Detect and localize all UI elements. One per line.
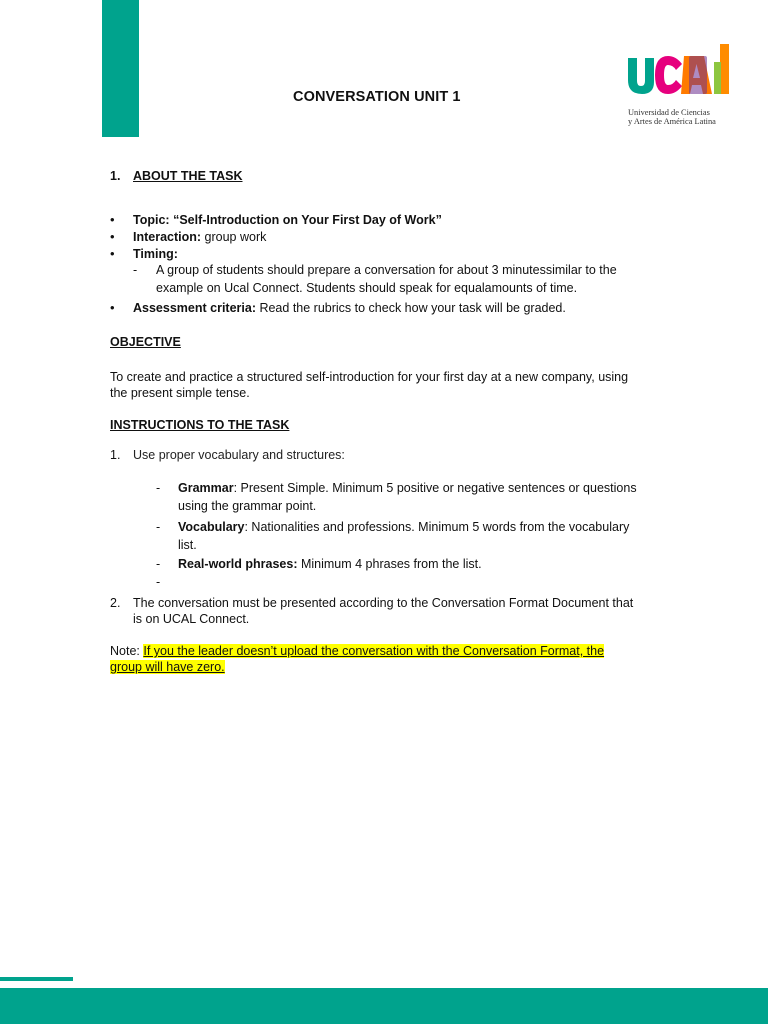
phrases-value: Minimum 4 phrases from the list. — [297, 557, 482, 571]
grammar-label: Grammar — [178, 481, 234, 495]
grammar-line2: using the grammar point. — [178, 499, 317, 513]
timing-line1: A group of students should prepare a conversation for about 3 minutessimilar to the — [156, 263, 617, 277]
assessment-value: Read the rubrics to check how your task will be graded. — [255, 301, 566, 315]
bullet-dot: • — [110, 212, 115, 227]
item2-line1: The conversation must be presented according to the Conversation Format Document that — [133, 596, 634, 610]
bullet-dot: • — [110, 246, 115, 261]
phrases-label: Real-world phrases: — [178, 557, 298, 571]
logo-subtitle-line2: y Artes de América Latina — [628, 117, 716, 126]
section-about — [110, 168, 243, 184]
sub-item-empty — [156, 574, 160, 590]
topic-value: “Self-Introduction on Your First Day of Work” — [173, 213, 442, 227]
objective-text — [110, 369, 658, 401]
note-highlight-line2: group will have zero. — [110, 660, 225, 674]
section-number: 1. — [110, 169, 121, 183]
item-number: 2. — [110, 596, 121, 610]
vocab-line1: : Nationalities and professions. Minimum 5 words from the vocabulary — [244, 520, 630, 534]
interaction-value: group work — [201, 230, 267, 244]
dash: - — [156, 575, 161, 589]
logo-subtitle-line1: Universidad de Ciencias — [628, 108, 710, 117]
section-heading-objective: OBJECTIVE — [110, 335, 181, 349]
grammar-line1: : Present Simple. Minimum 5 positive or negative sentences or questions — [233, 481, 637, 495]
dash: - — [156, 557, 161, 571]
footer-accent-line — [0, 977, 73, 981]
logo-subtitle — [628, 108, 716, 126]
document-title: CONVERSATION UNIT 1 — [293, 89, 461, 105]
dash: - — [156, 481, 161, 495]
timing-label: Timing: — [133, 247, 178, 261]
section-heading-about: ABOUT THE TASK — [133, 169, 243, 183]
section-heading-instructions: INSTRUCTIONS TO THE TASK — [110, 418, 290, 432]
bullet-dot: • — [110, 229, 115, 244]
item2-line2: is on UCAL Connect. — [133, 612, 250, 626]
dash: - — [156, 520, 161, 534]
bullet-dot: • — [110, 300, 115, 315]
dash: - — [133, 263, 138, 277]
objective-line2: the present simple tense. — [110, 386, 250, 400]
note-label: Note: — [110, 644, 144, 658]
timing-line2: example on Ucal Connect. Students should speak for equalamounts of time. — [156, 281, 578, 295]
footer-band — [0, 988, 768, 1024]
item1-text: Use proper vocabulary and structures: — [133, 448, 345, 462]
assessment-label: Assessment criteria: — [133, 301, 256, 315]
vocab-label: Vocabulary — [178, 520, 245, 534]
vocab-line2: list. — [178, 538, 197, 552]
interaction-label: Interaction: — [133, 230, 202, 244]
header-accent-bar — [102, 0, 139, 137]
topic-label: Topic: — [133, 213, 170, 227]
item-number: 1. — [110, 448, 121, 462]
note — [110, 643, 658, 675]
note-highlight-line1: If you the leader doesn’t upload the conversation with the Conversation Format, the — [143, 644, 605, 658]
objective-line1: To create and practice a structured self-introduction for your first day at a new company, using — [110, 370, 629, 384]
